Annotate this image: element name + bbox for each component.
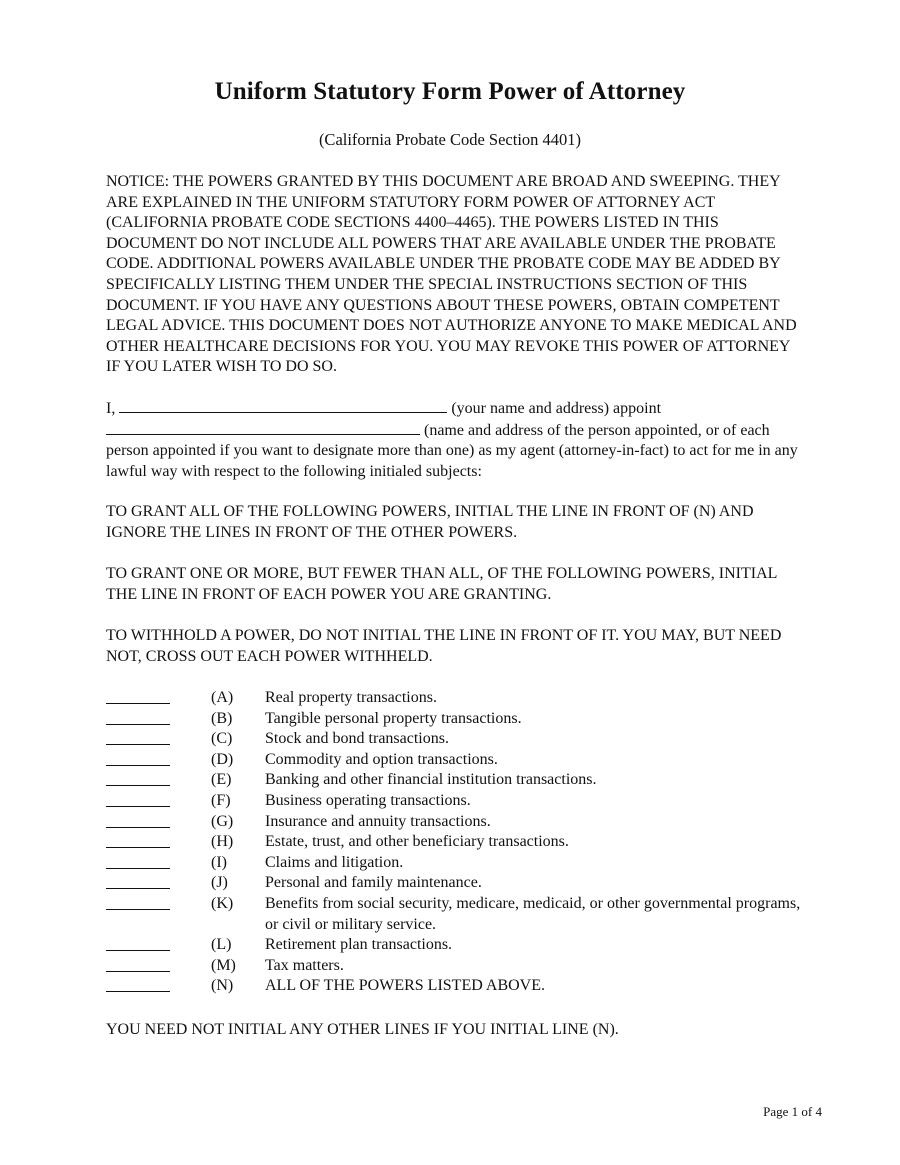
power-letter: (E)	[211, 771, 232, 789]
power-text: Retirement plan transactions.	[265, 936, 453, 954]
closing-instruction: YOU NEED NOT INITIAL ANY OTHER LINES IF YOU INITIAL LINE (N).	[106, 1021, 619, 1038]
appoint-agent-label: (name and address of the person appointed, or of each person appointed if you want to designate more than one) as my agent (attorney-in-fact) to act for me in any lawful way with respect to the following initialed subjects:	[106, 421, 798, 480]
grant-some-instruction: TO GRANT ONE OR MORE, BUT FEWER THAN ALL, OF THE FOLLOWING POWERS, INITIAL THE LINE IN FRONT OF EACH POWER YOU ARE GRANTING.	[106, 565, 777, 603]
initial-line-f[interactable]	[106, 791, 170, 807]
withhold-instruction: TO WITHHOLD A POWER, DO NOT INITIAL THE LINE IN FRONT OF IT. YOU MAY, BUT NEED NOT, CROSS OUT EACH POWER WITHHELD.	[106, 627, 782, 665]
power-text: Business operating transactions.	[265, 791, 471, 809]
power-letter: (B)	[211, 709, 233, 727]
power-letter: (J)	[211, 874, 228, 892]
initial-line-c[interactable]	[106, 729, 170, 745]
power-letter: (M)	[211, 956, 236, 974]
power-row-f	[106, 791, 806, 812]
initial-line-h[interactable]	[106, 832, 170, 848]
appoint-prefix: I,	[106, 400, 120, 417]
power-text: Tax matters.	[265, 956, 344, 974]
power-text: ALL OF THE POWERS LISTED ABOVE.	[265, 977, 545, 995]
initial-line-b[interactable]	[106, 709, 170, 725]
initial-line-a[interactable]	[106, 688, 170, 704]
power-row-i	[106, 853, 806, 874]
appointment-paragraph	[106, 398, 806, 482]
power-row-l	[106, 935, 806, 956]
power-text: Commodity and option transactions.	[265, 750, 498, 768]
appoint-name-label: (your name and address) appoint	[447, 400, 662, 417]
power-text: Stock and bond transactions.	[265, 730, 449, 748]
power-letter: (N)	[211, 977, 234, 995]
power-row-b	[106, 709, 806, 730]
power-letter: (H)	[211, 833, 234, 851]
initial-line-d[interactable]	[106, 750, 170, 766]
initial-line-e[interactable]	[106, 770, 170, 786]
power-row-n	[106, 976, 806, 997]
power-letter: (I)	[211, 853, 227, 871]
initial-line-n[interactable]	[106, 976, 170, 992]
power-text: Insurance and annuity transactions.	[265, 812, 491, 830]
initial-line-j[interactable]	[106, 873, 170, 889]
power-row-m	[106, 956, 806, 977]
power-letter: (L)	[211, 936, 232, 954]
power-row-j	[106, 873, 806, 894]
notice-paragraph: NOTICE: THE POWERS GRANTED BY THIS DOCUMENT ARE BROAD AND SWEEPING. THEY ARE EXPLAINED IN THE UNIFORM STATUTORY FORM POWER OF ATTORNEY ACT (CALIFORNIA PROBATE CODE SECTIONS 4400–4465). THE POWERS LISTED IN THIS DOCUMENT DO NOT INCLUDE ALL POWERS THAT ARE AVAILABLE UNDER THE PROBATE CODE. ADDITIONAL POWERS AVAILABLE UNDER THE PROBATE CODE MAY BE ADDED BY SPECIFICALLY LISTING THEM UNDER THE SPECIAL INSTRUCTIONS SECTION OF THIS DOCUMENT. IF YOU HAVE ANY QUESTIONS ABOUT THESE POWERS, OBTAIN COMPETENT LEGAL ADVICE. THIS DOCUMENT DOES NOT AUTHORIZE ANYONE TO MAKE MEDICAL AND OTHER HEALTHCARE DECISIONS FOR YOU. YOU MAY REVOKE THIS POWER OF ATTORNEY IF YOU LATER WISH TO DO SO.	[106, 173, 797, 376]
initial-line-l[interactable]	[106, 935, 170, 951]
power-text: Benefits from social security, medicare, medicaid, or other governmental programs, or civil or military service.	[265, 894, 801, 933]
power-row-e	[106, 770, 806, 791]
initial-line-m[interactable]	[106, 956, 170, 972]
grant-all-instruction: TO GRANT ALL OF THE FOLLOWING POWERS, INITIAL THE LINE IN FRONT OF (N) AND IGNORE THE LINES IN FRONT OF THE OTHER POWERS.	[106, 503, 754, 541]
agent-name-field[interactable]	[106, 420, 420, 435]
power-text: Estate, trust, and other beneficiary transactions.	[265, 833, 569, 851]
power-letter: (D)	[211, 750, 234, 768]
power-text: Real property transactions.	[265, 689, 437, 706]
powers-list	[106, 688, 806, 997]
power-row-k	[106, 894, 806, 935]
power-row-h	[106, 832, 806, 853]
power-row-g	[106, 812, 806, 833]
power-letter: (G)	[211, 812, 234, 830]
power-row-c	[106, 729, 806, 750]
document-title: Uniform Statutory Form Power of Attorney	[214, 78, 686, 105]
page-number: Page 1 of 4	[763, 1104, 822, 1119]
power-text: Claims and litigation.	[265, 853, 404, 871]
power-letter: (C)	[211, 730, 233, 748]
document-subtitle: (California Probate Code Section 4401)	[318, 130, 582, 149]
power-letter: (A)	[211, 689, 234, 706]
power-letter: (K)	[211, 894, 234, 912]
initial-line-g[interactable]	[106, 812, 170, 828]
power-text: Banking and other financial institution transactions.	[265, 771, 597, 789]
power-text: Tangible personal property transactions.	[265, 709, 522, 727]
power-row-a	[106, 688, 806, 709]
initial-line-i[interactable]	[106, 853, 170, 869]
power-row-d	[106, 750, 806, 771]
initial-line-k[interactable]	[106, 894, 170, 910]
power-text: Personal and family maintenance.	[265, 874, 482, 892]
principal-name-field[interactable]	[119, 398, 447, 413]
power-letter: (F)	[211, 791, 231, 809]
